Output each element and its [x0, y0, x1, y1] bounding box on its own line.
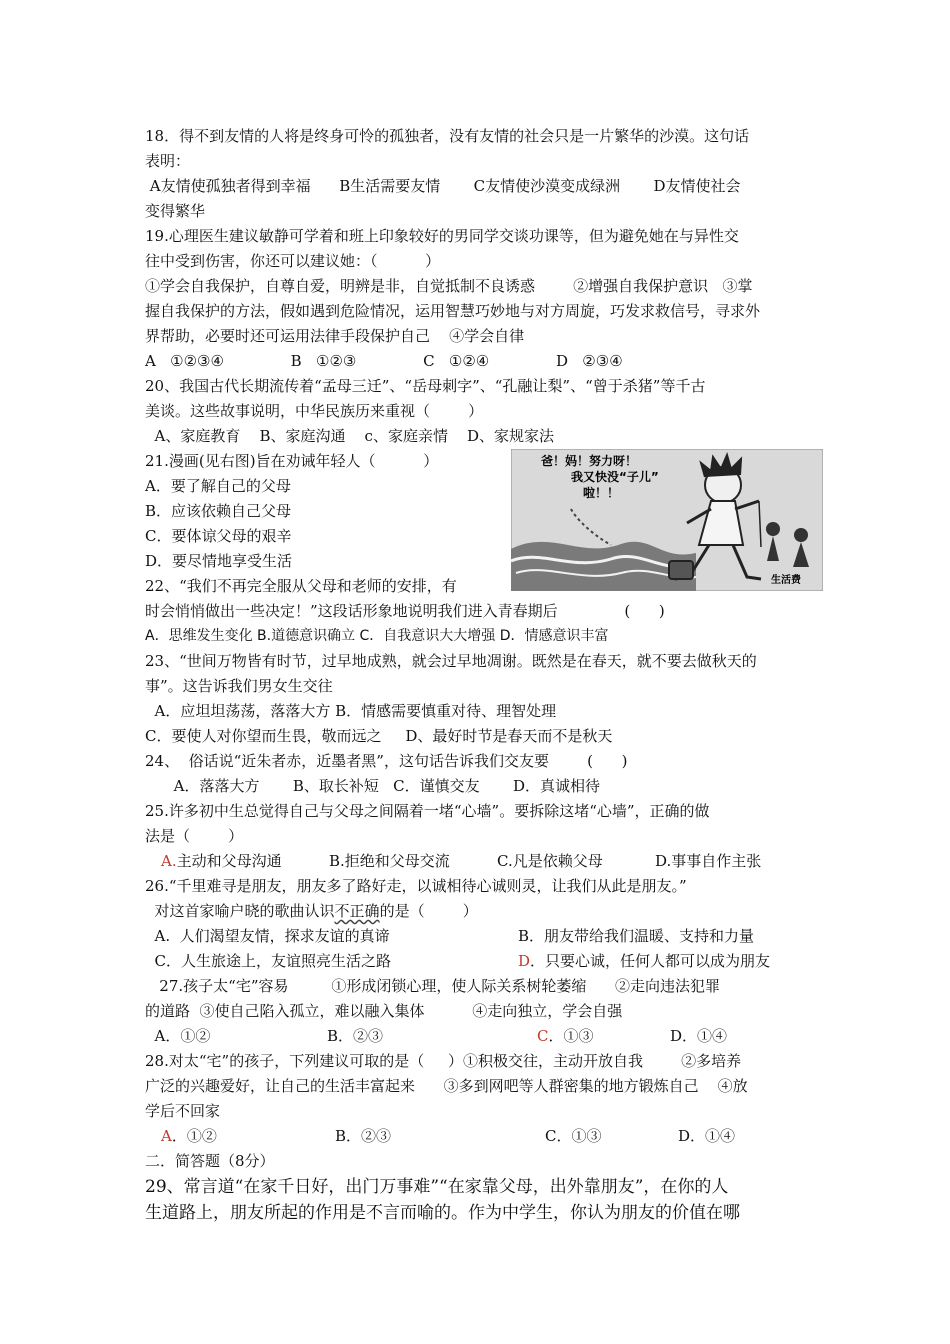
speech-bubble-line-1: 爸！妈！努力呀！	[541, 454, 638, 468]
speech-bubble-line-2: 我又快没“子儿”	[571, 470, 659, 484]
question-28-option-c: C．①③	[545, 1127, 602, 1145]
question-22-line-1: 22、“我们不再完全服从父母和老师的安排，有	[145, 577, 457, 595]
exam-page	[145, 124, 815, 1226]
question-25-line-1: 25.许多初中生总觉得自己与父母之间隔着一堵“心墙”。要拆除这堵“心墙”，正确的做	[145, 802, 710, 820]
question-26	[145, 874, 815, 974]
question-28-line-2: 广泛的兴趣爱好，让自己的生活丰富起来 ③多到网吧等人群密集的地方锻炼自己 ④放	[145, 1077, 748, 1095]
question-27-option-d: D．①④	[670, 1027, 728, 1045]
question-18-options: A友情使孤独者得到幸福 B生活需要友情 C友情使沙漠变成绿洲 D友情使社会	[145, 177, 741, 195]
question-21-option-b: B．应该依赖自己父母	[145, 502, 292, 520]
question-19	[145, 224, 815, 374]
question-25-line-2: 法是（ ）	[145, 827, 244, 845]
question-29-line-1: 29、常言道“在家千日好，出门万事难”“在家靠父母，出外靠朋友”，在你的人	[145, 1177, 729, 1197]
question-27-line-2: 的道路 ③使自己陷入孤立，难以融入集体 ④走向独立，学会自强	[145, 1002, 623, 1020]
question-19-line-4: 握自我保护的方法，假如遇到危险情况，运用智慧巧妙地与对方周旋，巧发求救信号，寻求外	[145, 302, 761, 320]
question-27-option-b: B．②③	[327, 1027, 384, 1045]
question-19-line-1: 19.心理医生建议敏静可学着和班上印象较好的男同学交谈功课等，但为避免她在与异性交	[145, 227, 739, 245]
question-21-option-a: A．要了解自己的父母	[145, 477, 291, 495]
question-25-options	[145, 849, 815, 874]
question-28-option-d: D．①④	[678, 1127, 736, 1145]
question-20	[145, 374, 815, 449]
question-18-line-2: 表明：	[145, 152, 191, 170]
question-25	[145, 799, 815, 874]
question-27-option-a: A．①②	[145, 1027, 211, 1045]
question-29	[145, 1174, 815, 1226]
section-2-heading: 二．简答题（8分）	[145, 1152, 275, 1170]
question-18-line-4: 变得繁华	[145, 202, 206, 220]
answer-mark: A	[161, 1127, 172, 1145]
emphasis-not-correct: 不正确	[334, 902, 380, 920]
question-27	[145, 974, 815, 1049]
question-21-option-d: D．要尽情地享受生活	[145, 552, 293, 570]
question-23	[145, 649, 815, 749]
question-24-options: A．落落大方 B、取长补短 C．谨慎交友 D．真诚相待	[145, 777, 601, 795]
question-20-line-2: 美谈。这些故事说明，中华民族历来重视（ ）	[145, 402, 484, 420]
question-23-options-2: C．要使人对你望而生畏，敬而远之 D、最好时节是春天而不是秋天	[145, 727, 613, 745]
question-18	[145, 124, 815, 224]
speech-bubble-line-3: 啦！！	[583, 486, 620, 500]
question-26-option-a: A. 人们渴望友情，探求友谊的真谛	[145, 927, 390, 945]
answer-mark: D	[518, 952, 531, 970]
question-28-option-b: B．②③	[335, 1127, 392, 1145]
question-19-line-3: ①学会自我保护，自尊自爱，明辨是非，自觉抵制不良诱惑 ②增强自我保护意识 ③掌	[145, 277, 753, 295]
question-26-options-2	[145, 949, 815, 974]
question-19-options: A ①②③④ B ①②③ C ①②④ D ②③④	[145, 352, 623, 370]
question-26-line-2: 对这首家喻户晓的歌曲认识不正确的是（ ）	[145, 902, 478, 920]
question-20-line-1: 20、我国古代长期流传着“孟母三迁”、“岳母刺字”、“孔融让梨”、“曾于杀猪”等千古	[145, 377, 706, 395]
question-27-option-c: C．①③	[537, 1027, 594, 1045]
question-26-line-1: 26.“千里难寻是朋友，朋友多了路好走，以诚相待心诚则灵，让我们从此是朋友。”	[145, 877, 687, 895]
question-18-line-1: 18．得不到友情的人将是终身可怜的孤独者，没有友情的社会只是一片繁华的沙漠。这句话	[145, 127, 750, 145]
question-28-options	[145, 1124, 815, 1149]
question-19-line-2: 往中受到伤害，你还可以建议她：（ ）	[145, 252, 441, 270]
question-25-option-b: B.拒绝和父母交流	[329, 852, 450, 870]
money-bag-icon	[669, 561, 693, 579]
question-22-line-2: 时会悄悄做出一些决定！”这段话形象地说明我们进入青春期后 ( )	[145, 602, 665, 620]
question-25-option-c: C.凡是依赖父母	[497, 852, 603, 870]
question-24	[145, 749, 815, 799]
question-28-line-1: 28.对太“宅”的孩子，下列建议可取的是（ ）①积极交往，主动开放自我 ②多培养	[145, 1052, 742, 1070]
question-27-options	[145, 1024, 815, 1049]
question-21-stem: 21.漫画(见右图)旨在劝诫年轻人（ ）	[145, 452, 439, 470]
answer-mark: A.	[161, 852, 177, 870]
question-25-option-a: A.主动和父母沟通	[161, 852, 282, 870]
question-23-options-1: A．应坦坦荡荡，落落大方 B．情感需要慎重对待、理智处理	[145, 702, 557, 720]
question-23-line-2: 事”。这告诉我们男女生交往	[145, 677, 333, 695]
question-24-line-1: 24、 俗话说“近朱者赤，近墨者黑”，这句话告诉我们交友要 ( )	[145, 752, 628, 770]
question-28-option-a: A．①②	[161, 1127, 217, 1145]
question-26-option-b: B．朋友带给我们温暖、支持和力量	[518, 927, 755, 945]
question-26-options-1	[145, 924, 815, 949]
cartoon-image	[511, 449, 823, 591]
question-28-line-3: 学后不回家	[145, 1102, 221, 1120]
question-23-line-1: 23、“世间万物皆有时节，过早地成熟，就会过早地凋谢。既然是在春天，就不要去做秋天的	[145, 652, 757, 670]
question-20-options: A、家庭教育 B、家庭沟通 c、家庭亲情 D、家规家法	[145, 427, 555, 445]
answer-mark: C	[537, 1027, 549, 1045]
question-19-line-5: 界帮助，必要时还可运用法律手段保护自己 ④学会自律	[145, 327, 525, 345]
question-26-option-c: C．人生旅途上，友谊照亮生活之路	[145, 952, 392, 970]
question-25-option-d: D.事事自作主张	[655, 852, 762, 870]
question-22-options: A．思维发生变化 B.道德意识确立 C．自我意识大大增强 D．情感意识丰富	[145, 628, 609, 644]
question-27-line-1: 27.孩子太“宅”容易 ①形成闭锁心理，使人际关系树轮萎缩 ②走向违法犯罪	[145, 977, 721, 995]
question-28	[145, 1049, 815, 1149]
question-26-option-d: D．只要心诚，任何人都可以成为朋友	[518, 952, 771, 970]
bag-label: 生活费	[771, 575, 801, 586]
question-29-line-2: 生道路上，朋友所起的作用是不言而喻的。作为中学生，你认为朋友的价值在哪	[145, 1203, 740, 1223]
question-21-option-c: C．要体谅父母的艰辛	[145, 527, 292, 545]
